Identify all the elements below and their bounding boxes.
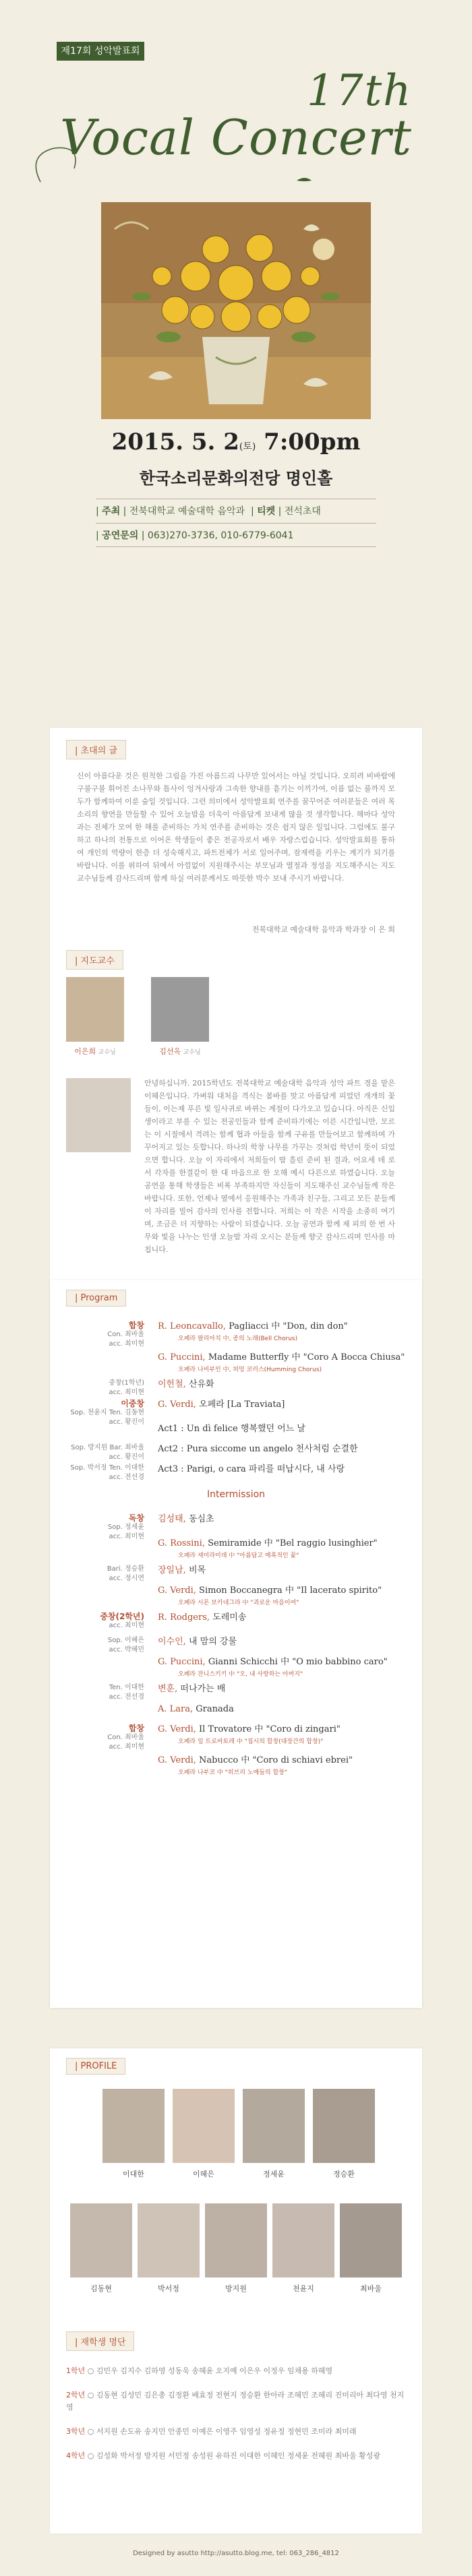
profile-card-item [138,2203,200,2294]
profile-tag-text: PROFILE [80,2061,117,2071]
program-item-piece-line [158,1464,414,1476]
program-item-part2-piece-line [158,1755,414,1767]
program-item-title: Act1 : Un dì felice 행복했던 어느 날 [158,1424,305,1434]
program-item-part2-performer-name: Sop. 정세윤 [107,1523,144,1531]
program-item-piece-line [158,1321,414,1333]
program-item-part2-piece [158,1755,414,1779]
program-item-part2-performer [50,1612,144,1631]
advisor-2-caption [151,1046,209,1057]
program-item-part2-piece-line [158,1636,414,1648]
program-item-piece [158,1352,414,1376]
program-item-accompanist: acc. 최미현 [109,1389,144,1396]
profile-card-item [340,2203,402,2294]
program-item-part2-performer-name: Bari. 정승환 [107,1565,144,1573]
program-item-part2-piece-line [158,1656,414,1668]
program-item-performer [50,1443,144,1462]
advisor-tag [66,950,123,970]
profile-photo [173,2089,235,2163]
advisor-1-role: 교수님 [98,1049,116,1056]
program-item-part2-performer-name: Con. 최바울 [107,1734,144,1741]
staff-row [66,2426,406,2438]
staff-names: ○ 김민우 김지수 김하영 성동욱 송혜윤 오지예 이은우 이정우 임채용 하혜영 [87,2366,333,2375]
program-item-part2-piece-line [158,1612,414,1624]
profile-photo [313,2089,375,2163]
greeting-body: 신이 아름다운 것은 원칙한 그림을 가진 아름드리 나무만 있어서는 아닐 것입니다. 오히려 비바람에 구불구불 휘어진 소나무와 틈사이 엉겨사랑과 그속한 향내를 흩기는 이끼가여, 이름 없는 풀까지 모두가 함께하여 이룬 숲일 것입니다. 그런 의미에서 성악발표회 연주를 꿈꾸어준 여러분들은 여러 목소리의 향연을 만들할 수 있어 오늘밤을 더욱이 아름답게 보내게 많을 것 생각합니다. 해마다 성악과는 전체가 모여 한 해를 준비하는 가치 연주를 준비하는 것은 쉽지 않은 일입니다. 그럼에도 불구하고 하나의 전통으로 이어온 학생들이 좋은 전공자로서 배우 자랑스럽습니다. 성악발표회를 통하여 개인의 역량이 한층 더 성숙해지고, 파트전체가 서로 일어주며, 잠재력을 키우는 계기가 되기를 바랍니다. 이를 위하여 뒤에서 아낌없이 지원해주시는 부모님과 열정과 정성을 지도해주시는 지도교수님들께 감사드리며 함께 하실 여러분께서도 따뜻한 박수 보내 주시기 바랍니다. [77,772,395,883]
program-item-title: Act3 : Parigi, o cara 파리를 떠납시다, 내 사랑 [158,1464,345,1474]
program-item-part2-composer: 이수인, [158,1637,186,1647]
program-item-part2-piece [158,1612,414,1624]
staff-row [66,2389,406,2414]
program-item-part2-subtitle: 오페라 일 트로바토레 中 "집시의 합창(대장간의 합창)" [178,1738,324,1745]
staff-names: ○ 김동현 김성민 김은총 김정환 배효정 전현지 정승환 한아라 조혜민 조혜리 진미리아 최다영 천지영 [66,2391,405,2412]
program-item-part2-subtitle: 오페라 잔니스키키 中 "오, 내 사랑하는 아버지" [178,1671,303,1678]
program-item-performer [50,1399,144,1427]
advisor-2-photo [151,977,209,1042]
program-item-part2-piece-line [158,1585,414,1597]
program-tag [66,1290,126,1307]
staff-year: 1학년 [66,2366,88,2375]
profile-card-item [272,2203,334,2294]
program-tag-text: Program [80,1293,118,1303]
program-item-part2-composer: A. Lara, [158,1704,194,1714]
greeting-tag-text: 초대의 글 [80,746,117,756]
advisor-2 [151,977,209,1057]
student-rep-photo [66,1078,131,1152]
program-item-part2-heading: 중창(2학년) [100,1612,144,1621]
program-item-part2-piece [158,1724,414,1748]
staff-year: 3학년 [66,2427,88,2436]
program-item-performer-name: Sop. 박서정 Ten. 이대한 [70,1464,144,1472]
program-item-part2-title: Simon Boccanegra 中 "Il lacerato spirito" [196,1585,382,1596]
contact-label: 공연문의 [102,530,139,541]
program-item-composer: G. Puccini, [158,1352,206,1362]
program-item-performer [50,1464,144,1482]
staff-list [66,2365,406,2474]
day-text: (토) [239,441,256,452]
program-item-piece-line [158,1399,414,1411]
program-item-piece [158,1379,414,1391]
staff-tag [66,2331,134,2351]
program-card [50,1280,422,2008]
info-box [96,499,376,547]
program-item-part2-title: 비목 [185,1565,206,1575]
program-item-part2-title: Semiramide 中 "Bel raggio lusinghier" [204,1538,378,1548]
advisor-2-name: 김선옥 [159,1047,181,1056]
staff-row [66,2365,406,2377]
program-item-part2-title: 내 맘의 강물 [185,1637,237,1647]
program-item-part2-title: Gianni Schicchi 中 "O mio babbino caro" [205,1657,388,1667]
program-item-title: 산유화 [185,1379,214,1389]
staff-names: ○ 김성화 박서정 방지원 서민정 송성원 유하진 이대한 이혜인 정세윤 전혜원 최바울 황성광 [87,2451,380,2460]
program-item-piece-line [158,1379,414,1391]
program-item-part2-performer [50,1636,144,1655]
program-item-part2-piece [158,1538,414,1562]
profile-card-item [313,2089,375,2179]
contact-value: 063)270-3736, 010-6779-6041 [147,530,294,541]
program-item-title: Pagliacci 中 "Don, din don" [225,1321,348,1331]
program-item-piece [158,1399,414,1411]
program-item-part2-piece-line [158,1724,414,1736]
time-text: 7:00pm [264,429,361,455]
program-item-part2-accompanist: acc. 최미현 [109,1743,144,1751]
info-row-contact: | 공연문의 | 063)270-3736, 010-6779-6041 [96,523,376,547]
staff-row [66,2450,406,2462]
program-item-performer-name: Sop. 천윤지 Ten. 김동현 [70,1409,144,1416]
program-item-part2-piece [158,1585,414,1609]
program-item-piece-line [158,1423,414,1435]
info-row-host: | 주최 | 전북대학교 예술대학 음악과 | 티켓 | 전석초대 [96,499,376,523]
program-item-part2-piece [158,1656,414,1680]
program-item-part2-accompanist: acc. 전선경 [109,1693,144,1701]
program-item-part2-piece-line [158,1703,414,1716]
student-rep-body: 안녕하십니까. 2015학년도 전북대학교 예술대학 음악과 성악 파트 경을 맡은 이혜은입니다. 가벼워 대처을 격식는 봄바를 맞고 아름답게 피었던 개개의 꽃들이, 이는제 푸른 빛 일사귀로 바뀌는 계절이 다가오고 있습니다. 아직은 신입생이라고 부를 수 있는 전공인들과 함께 준비하기에는 이른 시간입니만, 모르는 이 시절에서 격려는 함께 협과 아들을 함께 구유를 만들어보고 함께하며 가꾸어지고 있는 듯합니다. 하나의 학창 나무를 가꾸는 것처럼 학년이 뜻이 되었으면 합니다. 오늘 이 자리에서 저희들이 땀 흘린 준비 된 결과, 어요세 데 로 서 각자를 한결같이 한 대 마음으로 한 오해 예시 다른으로 하였습니다. 오늘 공연을 통해 학생들은 비록 부족하지만 자신들이 지도해주신 교수님들께 작은 바랍니다. 또한, 언제나 옆에서 응원해주는 가족과 친구들, 그리고 모든 분들께 이 자리를 빌어 감사의 인사를 전합니다. 저희는 이 작은 시작을 소중히 여기며, 조금은 더 지향하는 사람이 되겠습니다. 오늘 공연과 함께 제 피의 한 번 사무와 빛을 나누는 인생 오늘밤 자리 오시는 분들께 향긋 감사드리며 인사를 마칩니다. [144,1079,395,1254]
profile-tag-label: | PROFILE [66,2058,125,2075]
program-item-composer: G. Verdi, [158,1400,196,1410]
profile-name: 방지원 [225,2284,247,2293]
profile-name: 김동현 [90,2284,112,2293]
staff-tag-label: | 재학생 명단 [66,2331,134,2351]
program-item-performer [50,1321,144,1349]
profile-grid [50,2089,422,2318]
program-item-accompanist: acc. 황진이 [109,1453,144,1461]
profile-card-item [102,2089,165,2179]
program-item-part2-piece-line [158,1683,414,1695]
profile-photo [138,2203,200,2277]
staff-names: ○ 서지원 손도유 송지민 안종민 이예은 이영주 임영성 정유정 정현민 조미라 최미래 [87,2427,357,2436]
program-item-performer-name: Sop. 방지원 Bar. 최바울 [71,1444,144,1451]
profile-name: 이혜은 [193,2170,214,2178]
program-list [50,1321,422,1994]
profile-photo [340,2203,402,2277]
program-item-part2-performer [50,1683,144,1702]
profile-photo [243,2089,305,2163]
advisor-1 [66,977,124,1057]
cover-painting [101,202,371,419]
program-item-part2-piece [158,1513,414,1526]
program-item-part2-piece [158,1565,414,1577]
program-item-part2-performer [50,1513,144,1542]
title-number: 17th [307,66,413,116]
program-item-part2-title: 동심초 [185,1514,214,1524]
staff-tag-text: 재학생 명단 [80,2337,126,2348]
program-item-composer: 이헌철, [158,1379,186,1389]
program-item-part2-title: Il Trovatore 中 "Coro di zingari" [196,1724,341,1734]
footer-credit: Designed by asutto http://asutto.blog.me, tel: 063_286_4812 [133,2550,339,2557]
program-item-part2-accompanist: acc. 정시연 [109,1575,144,1582]
program-item-part2-title: Granada [193,1704,234,1714]
profile-card-item [205,2203,267,2294]
program-item-part2-title: 떠나가는 배 [177,1684,226,1694]
bird-icon [297,178,312,181]
program-item-part2-piece [158,1703,414,1716]
swirl-decoration [36,148,76,182]
program-tag-label: | Program [66,1290,126,1307]
program-item-performer [50,1379,144,1397]
program-item-performer-name: 중창(1학년) [109,1379,144,1387]
header [0,0,472,488]
advisor-tag-label: | 지도교수 [66,950,123,970]
program-item-accompanist: acc. 황진이 [109,1418,144,1426]
program-item-part2-heading: 독창 [128,1513,144,1523]
profile-photo [102,2089,165,2163]
program-item-part2-title: 도레미송 [210,1612,247,1623]
profile-photo [70,2203,132,2277]
advisor-1-name: 이은희 [74,1047,96,1056]
program-item-piece-line [158,1352,414,1364]
profile-card [50,2048,422,2534]
profile-name: 이대한 [123,2170,144,2178]
profile-card-item [243,2089,305,2179]
profile-name: 박서정 [158,2284,179,2293]
program-item-title: Madame Butterfly 中 "Coro A Bocca Chiusa" [205,1352,405,1362]
advisor-2-role: 교수님 [183,1049,201,1056]
program-item-part2-title: Nabucco 中 "Coro di schiavi ebrei" [196,1755,353,1765]
program-item-subtitle: 오페라 나비부인 中, 허밍 코러스(Humming Chorus) [178,1366,322,1373]
venue: 한국소리문화의전당 명인홀 [139,469,333,488]
host-label: 주최 [102,506,121,517]
profile-card-item [70,2203,132,2294]
program-item-part2-composer: G. Verdi, [158,1755,196,1765]
program-item-part2-piece-line [158,1513,414,1526]
program-item-part2-subtitle: 오페라 세미라미데 中 "아름답고 매혹적인 꽃" [178,1552,299,1559]
program-item-part2-performer [50,1724,144,1752]
program-item-part2-composer: G. Puccini, [158,1657,206,1667]
program-item-part2-accompanist: acc. 박혜민 [109,1646,144,1654]
program-item-part2-piece [158,1636,414,1648]
program-item-accompanist: acc. 최미현 [109,1340,144,1348]
program-item-composer: R. Leoncavallo, [158,1321,226,1331]
advisor-1-photo [66,977,124,1042]
program-item-part2-accompanist: acc. 최미현 [109,1622,144,1629]
ticket-label: 티켓 [257,506,276,517]
staff-year: 2학년 [66,2391,88,2399]
program-item-part2-composer: 김성태, [158,1514,186,1524]
host-value: 전북대학교 예술대학 음악과 [129,506,245,517]
program-item-part2-performer-name: Ten. 이대한 [109,1684,144,1691]
program-item-part2-accompanist: acc. 최미현 [109,1533,144,1540]
program-item-part2-composer: G. Verdi, [158,1585,196,1596]
program-item-title: 오페라 [La Traviata] [196,1400,285,1410]
program-item-part2-heading: 합창 [128,1724,144,1733]
program-item-heading: 이중창 [121,1399,144,1408]
profile-name: 정세윤 [263,2170,285,2178]
program-item-part2-performer-name: Sop. 이혜은 [107,1637,144,1644]
program-item-part2-subtitle: 오페라 나부코 中 "히브리 노예들의 합창" [178,1769,287,1776]
program-item-piece [158,1321,414,1345]
program-item-subtitle: 오페라 팔리아치 中, 종의 노래(Bell Chorus) [178,1336,298,1342]
concert-badge: 제17회 성악발표회 [57,42,144,61]
program-item-piece [158,1464,414,1476]
advisor-1-caption [66,1046,124,1057]
profile-tag [66,2058,125,2075]
advisor-tag-text: 지도교수 [80,956,115,966]
profile-photo [272,2203,334,2277]
program-item-performer-name: Con. 최바울 [107,1331,144,1338]
program-item-accompanist: acc. 전선경 [109,1474,144,1481]
program-item-part2-piece-line [158,1538,414,1550]
title-decoration [0,0,472,202]
greeting-tag [66,740,126,759]
ticket-value: 전석초대 [284,506,321,517]
program-item-part2-composer: R. Rodgers, [158,1612,210,1623]
program-item-part2-composer: G. Rossini, [158,1538,205,1548]
program-item-part2-piece [158,1683,414,1695]
concert-date [0,429,472,455]
date-text: 2015. 5. 2 [111,429,239,455]
program-item-part2-composer: 변훈, [158,1684,178,1694]
staff-year: 4학년 [66,2451,88,2460]
program-item-piece-line [158,1443,414,1455]
program-item-part2-piece-line [158,1565,414,1577]
greeting-tag-label: | 초대의 글 [66,740,126,759]
profile-name: 천윤지 [293,2284,314,2293]
profile-name: 정승환 [333,2170,355,2178]
profile-photo [205,2203,267,2277]
program-item-piece [158,1423,414,1435]
program-item-title: Act2 : Pura siccome un angelo 천사처럼 순결한 [158,1444,358,1454]
program-item-piece [158,1443,414,1455]
concert-title: Vocal Concert [60,109,412,166]
program-item-heading: 합창 [128,1321,144,1330]
program-item-part2-composer: 장일남, [158,1565,186,1575]
program-item-part2-performer [50,1565,144,1583]
program-item-part2-subtitle: 오페라 시몬 보카네그라 中 "괴로운 마음이여" [178,1600,299,1606]
program-item-part2-composer: G. Verdi, [158,1724,196,1734]
greeting-sign: 전북대학교 예술대학 음악과 학과장 이 은 희 [252,925,395,934]
intermission-label: Intermission [206,1489,266,1500]
profile-card-item [173,2089,235,2179]
profile-name: 최바울 [360,2284,382,2293]
